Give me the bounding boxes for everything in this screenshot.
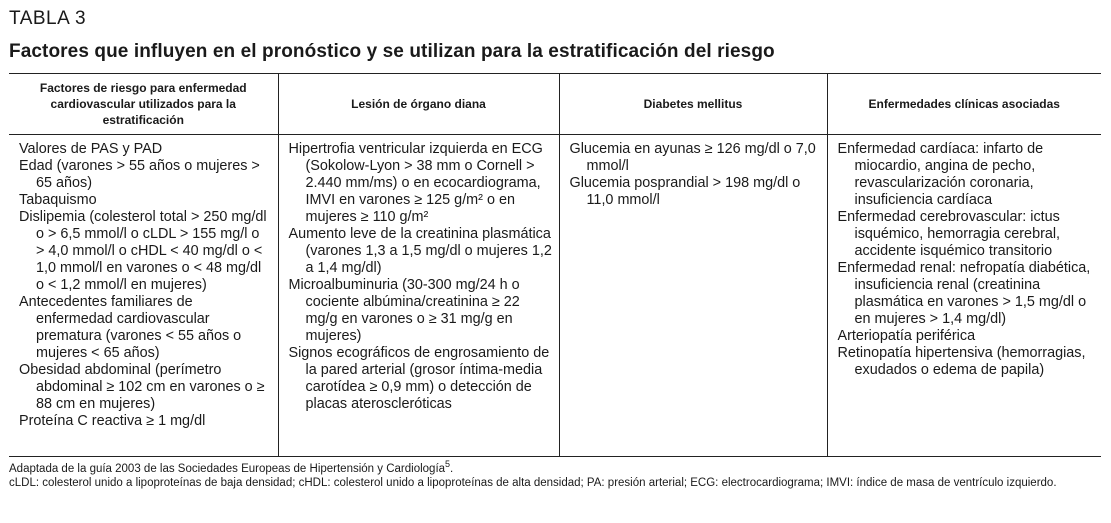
- table-label: TABLA 3: [9, 8, 87, 29]
- list-item: Aumento leve de la creatinina plasmática (varones 1,3 a 1,5 mg/dl o mujeres 1,2 a 1,4 mg/dl): [288, 226, 552, 276]
- list-item: Proteína C reactiva ≥ 1 mg/dl: [19, 413, 206, 429]
- source-note: Adaptada de la guía 2003 de las Sociedades Europeas de Hipertensión y Cardiología$^5$.: [9, 459, 454, 475]
- risk-stratification-table: [9, 73, 1101, 457]
- list-item: Obesidad abdominal (perímetro abdominal ≥ 102 cm en varones o ≥ 88 cm en mujeres): [19, 362, 265, 412]
- list-item: Antecedentes familiares de enfermedad cardiovascular prematura (varones < 55 años o mujeres < 65 años): [19, 294, 242, 361]
- list-item: Enfermedad cerebrovascular: ictus isquémico, hemorragia cerebral, accidente isquémico transitorio: [837, 209, 1061, 259]
- header-clinical-conditions: Enfermedades clínicas asociadas: [827, 74, 1101, 135]
- list-item: Hipertrofia ventricular izquierda en ECG (Sokolow-Lyon > 38 mm o Cornell > 2.440 mm/ms) o en ecocardiograma, IMVI en varones ≥ 125 g/m² o en mujeres ≥ 110 g/m²: [288, 141, 543, 225]
- header-risk-factors: Factores de riesgo para enfermedad cardiovascular utilizados para la estratificación: [9, 74, 278, 135]
- reference-number: 5: [445, 459, 451, 470]
- table-body-row: [9, 135, 1101, 457]
- list-item: Glucemia posprandial > 198 mg/dl o 11,0 mmol/l: [569, 175, 801, 208]
- list-item: Arteriopatía periférica: [837, 328, 976, 344]
- list-item: Valores de PAS y PAD: [19, 141, 163, 157]
- header-diabetes: Diabetes mellitus: [559, 74, 827, 135]
- list-item: Glucemia en ayunas ≥ 126 mg/dl o 7,0 mmol/l: [569, 141, 816, 174]
- cell-target-organ-damage: [278, 135, 559, 457]
- header-target-organ-damage: Lesión de órgano diana: [278, 74, 559, 135]
- list-item: Enfermedad cardíaca: infarto de miocardio, angina de pecho, revascularización coronaria, insuficiencia cardíaca: [837, 141, 1044, 208]
- source-text: Adaptada de la guía 2003 de las Sociedades Europeas de Hipertensión y Cardiología: [9, 463, 446, 475]
- cell-clinical-conditions: [827, 135, 1101, 457]
- list-item: Microalbuminuria (30-300 mg/24 h o cociente albúmina/creatinina ≥ 22 mg/g en varones o ≥ 31 mg/g en mujeres): [288, 277, 520, 344]
- list-item: Edad (varones > 55 años o mujeres > 65 años): [19, 158, 260, 191]
- table-footnotes: [9, 459, 1102, 490]
- list-item: Enfermedad renal: nefropatía diabética, insuficiencia renal (creatinina plasmática en varones > 1,5 mg/dl o en mujeres > 1,4 mg/dl): [837, 260, 1091, 327]
- list-item: Dislipemia (colesterol total > 250 mg/dl o > 6,5 mmol/l o cLDL > 155 mg/l o > 4,0 mmol/l o cHDL < 40 mg/dl o < 1,0 mmol/l en varones o < 48 mg/dl o < 1,2 mmol/l en mujeres): [19, 209, 267, 293]
- table-header-row: [9, 74, 1101, 135]
- list-item: Retinopatía hipertensiva (hemorragias, exudados o edema de papila): [837, 345, 1086, 378]
- cell-risk-factors: [9, 135, 278, 457]
- list-item: Signos ecográficos de engrosamiento de la pared arterial (grosor íntima-media carotídea ≥ 0,9 mm) o detección de placas ateroscleróticas: [288, 345, 550, 412]
- table-title: Factores que influyen en el pronóstico y se utilizan para la estratificación del riesgo: [9, 41, 775, 62]
- list-item: Tabaquismo: [19, 192, 97, 208]
- abbreviations-note: cLDL: colesterol unido a lipoproteínas de baja densidad; cHDL: colesterol unido a lipoproteínas de alta densidad; PA: presión arterial; ECG: electrocardiograma; IMVI: índice de masa de ventrículo izquierdo.: [9, 476, 1057, 489]
- cell-diabetes: [559, 135, 827, 457]
